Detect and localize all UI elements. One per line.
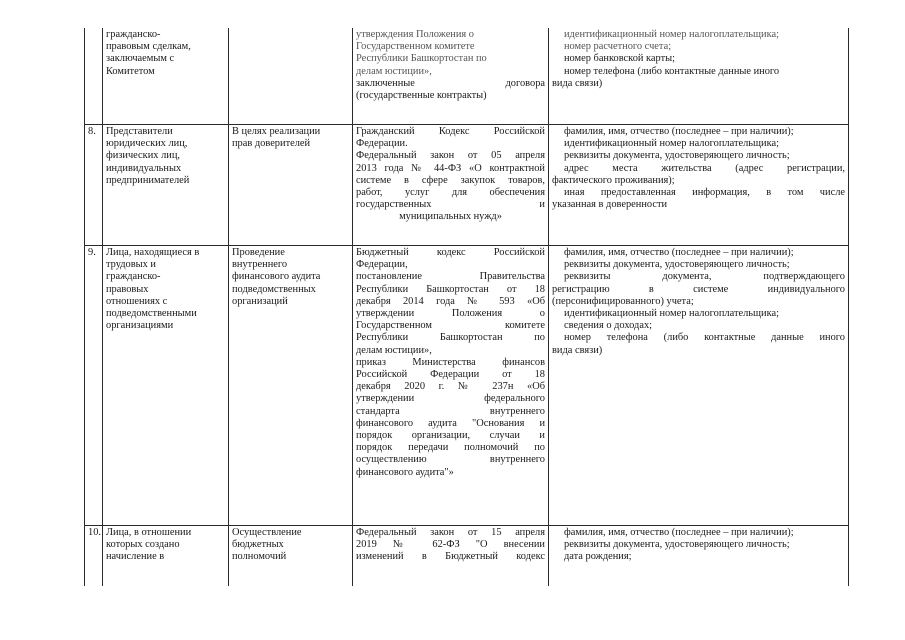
text-line: 2013 года № 44-ФЗ «О контрактной xyxy=(356,162,545,174)
text-line: Лица, в отношении xyxy=(106,527,192,538)
legal-basis-cell xyxy=(353,125,549,246)
processing-purpose-cell xyxy=(229,526,353,587)
text-line: В целях реализации xyxy=(232,126,321,137)
text-line: начисление в xyxy=(106,551,165,563)
text-line: сведения о доходах; xyxy=(564,320,653,332)
text-line: которых создано xyxy=(106,539,180,551)
text-line: декабря 2014 года № 593 «Об xyxy=(356,295,545,307)
text-line: номер телефона (либо контактные данные иного xyxy=(564,332,845,344)
legal-basis-cell xyxy=(353,28,549,125)
text-line: Лица, находящиеся в xyxy=(106,247,200,258)
text-line: системе в сфере закупок товаров, xyxy=(356,174,545,186)
text-line: физических лиц, xyxy=(106,150,180,162)
text-line: регистрацию в системе индивидуального xyxy=(552,283,845,295)
row-number: 10. xyxy=(85,526,103,587)
text-line: фамилия, имя, отчество (последнее – при наличии); xyxy=(564,247,794,258)
text-line: прав доверителей xyxy=(232,138,311,150)
text-line: правовым сделкам, xyxy=(106,41,191,53)
text-line: идентификационный номер налогоплательщика; xyxy=(564,308,779,320)
text-line: адрес места жительства (адрес регистрации, xyxy=(564,162,845,174)
text-line: юридических лиц, xyxy=(106,138,188,150)
table-row xyxy=(85,28,849,125)
text-line: Бюджетный кодекс Российской xyxy=(356,247,545,258)
text-line: порядок организации, случаи и xyxy=(356,430,545,442)
text-line: полномочий xyxy=(232,551,287,563)
text-line: Гражданский Кодекс Российской xyxy=(356,126,545,137)
text-line: утверждении федерального xyxy=(356,393,545,405)
text-line: гражданско- xyxy=(106,271,161,283)
personal-data-list-cell xyxy=(549,246,849,526)
row-number xyxy=(85,28,103,125)
text-line: Федерации. xyxy=(356,138,408,150)
row-number: 8. xyxy=(85,125,103,246)
text-line: Комитетом xyxy=(106,65,155,77)
text-line: финансового аудита xyxy=(232,271,321,283)
text-line: Республики Башкортостан от 18 xyxy=(356,283,545,295)
text-line: финансового аудита"» xyxy=(356,466,454,478)
processing-purpose-cell xyxy=(229,28,353,125)
text-line: Федеральный закон от 15 апреля xyxy=(356,527,545,538)
subject-category-cell xyxy=(103,125,229,246)
text-line: Осуществление xyxy=(232,527,302,538)
text-line: указанная в доверенности xyxy=(552,199,668,211)
text-line: порядок передачи полномочий по xyxy=(356,442,545,454)
text-line: работ, услуг для обеспечения xyxy=(356,187,545,199)
personal-data-list-cell xyxy=(549,28,849,125)
legal-basis-cell xyxy=(353,526,549,587)
text-line: вида связи) xyxy=(552,77,603,89)
text-line: утверждения Положения о xyxy=(356,29,474,40)
row-number: 9. xyxy=(85,246,103,526)
processing-purpose-cell xyxy=(229,125,353,246)
text-line: Республики Башкортостан по xyxy=(356,332,545,344)
text-line: идентификационный номер налогоплательщика; xyxy=(564,138,779,150)
text-line: утверждении Положения о xyxy=(356,308,545,320)
legal-basis-cell xyxy=(353,246,549,526)
text-line: стандарта внутреннего xyxy=(356,405,545,417)
subject-category-cell xyxy=(103,246,229,526)
text-line: Федеральный закон от 05 апреля xyxy=(356,150,545,162)
text-line: бюджетных xyxy=(232,539,284,551)
text-line: Государственном комитете xyxy=(356,41,475,53)
text-line: делам юстиции», xyxy=(356,344,432,356)
text-line: вида связи) xyxy=(552,344,603,356)
subject-category-cell xyxy=(103,526,229,587)
processing-purpose-cell xyxy=(229,246,353,526)
text-line: декабря 2020 г. № 237н «Об xyxy=(356,381,545,393)
personal-data-list-cell xyxy=(549,125,849,246)
text-line: государственных и xyxy=(356,199,545,211)
text-line: идентификационный номер налогоплательщика; xyxy=(564,29,779,40)
text-line: реквизиты документа, удостоверяющего личность; xyxy=(564,150,790,162)
text-line: Российской Федерации от 18 xyxy=(356,369,545,381)
personal-data-list-cell xyxy=(549,526,849,587)
text-line: Представители xyxy=(106,126,173,137)
text-line: (государственные контракты) xyxy=(356,90,487,102)
text-line: Проведение xyxy=(232,247,285,258)
text-line: реквизиты документа, удостоверяющего личность; xyxy=(564,259,790,271)
text-line: финансового аудита "Основания и xyxy=(356,417,545,429)
text-line: фамилия, имя, отчество (последнее – при наличии); xyxy=(564,126,794,137)
text-line: иная предоставленная информация, в том числе xyxy=(564,187,845,199)
text-line: 2019 № 62-ФЗ "О внесении xyxy=(356,539,545,551)
text-line: постановление Правительства xyxy=(356,271,545,283)
text-line: организаций xyxy=(232,295,288,307)
text-line: делам юстиции», xyxy=(356,65,432,77)
text-line: Федерации, xyxy=(356,259,408,271)
text-line: муниципальных нужд» xyxy=(399,211,502,223)
text-line: номер расчетного счета; xyxy=(564,41,672,53)
text-line: индивидуальных xyxy=(106,162,182,174)
text-line: подведомственных xyxy=(232,283,316,295)
text-line: приказ Министерства финансов xyxy=(356,356,545,368)
text-line: фамилия, имя, отчество (последнее – при наличии); xyxy=(564,527,794,538)
subject-category-cell xyxy=(103,28,229,125)
text-line: дата рождения; xyxy=(564,551,632,563)
text-line: подведомственными xyxy=(106,308,197,320)
text-line: номер телефона (либо контактные данные иного xyxy=(564,65,780,77)
text-line: заключенные договора xyxy=(356,77,545,89)
text-line: правовых xyxy=(106,283,149,295)
table-row xyxy=(85,246,849,526)
text-line: номер банковской карты; xyxy=(564,53,676,65)
text-line: отношениях с xyxy=(106,295,168,307)
text-line: предпринимателей xyxy=(106,174,190,186)
text-line: Государственном комитете xyxy=(356,320,545,332)
text-line: реквизиты документа, подтверждающего xyxy=(564,271,845,283)
text-line: организациями xyxy=(106,320,174,332)
text-line: трудовых и xyxy=(106,259,156,271)
text-line: Республики Башкортостан по xyxy=(356,53,487,65)
personal-data-table xyxy=(84,28,849,586)
text-line: изменений в Бюджетный кодекс xyxy=(356,551,545,563)
text-line: гражданско- xyxy=(106,29,161,40)
text-line: осуществлению внутреннего xyxy=(356,454,545,466)
text-line: внутреннего xyxy=(232,259,288,271)
text-line: реквизиты документа, удостоверяющего личность; xyxy=(564,539,790,551)
text-line: фактического проживания); xyxy=(552,174,675,186)
text-line: заключаемым с xyxy=(106,53,175,65)
text-line: (персонифицированного) учета; xyxy=(552,295,694,307)
table-row xyxy=(85,526,849,587)
table-row xyxy=(85,125,849,246)
